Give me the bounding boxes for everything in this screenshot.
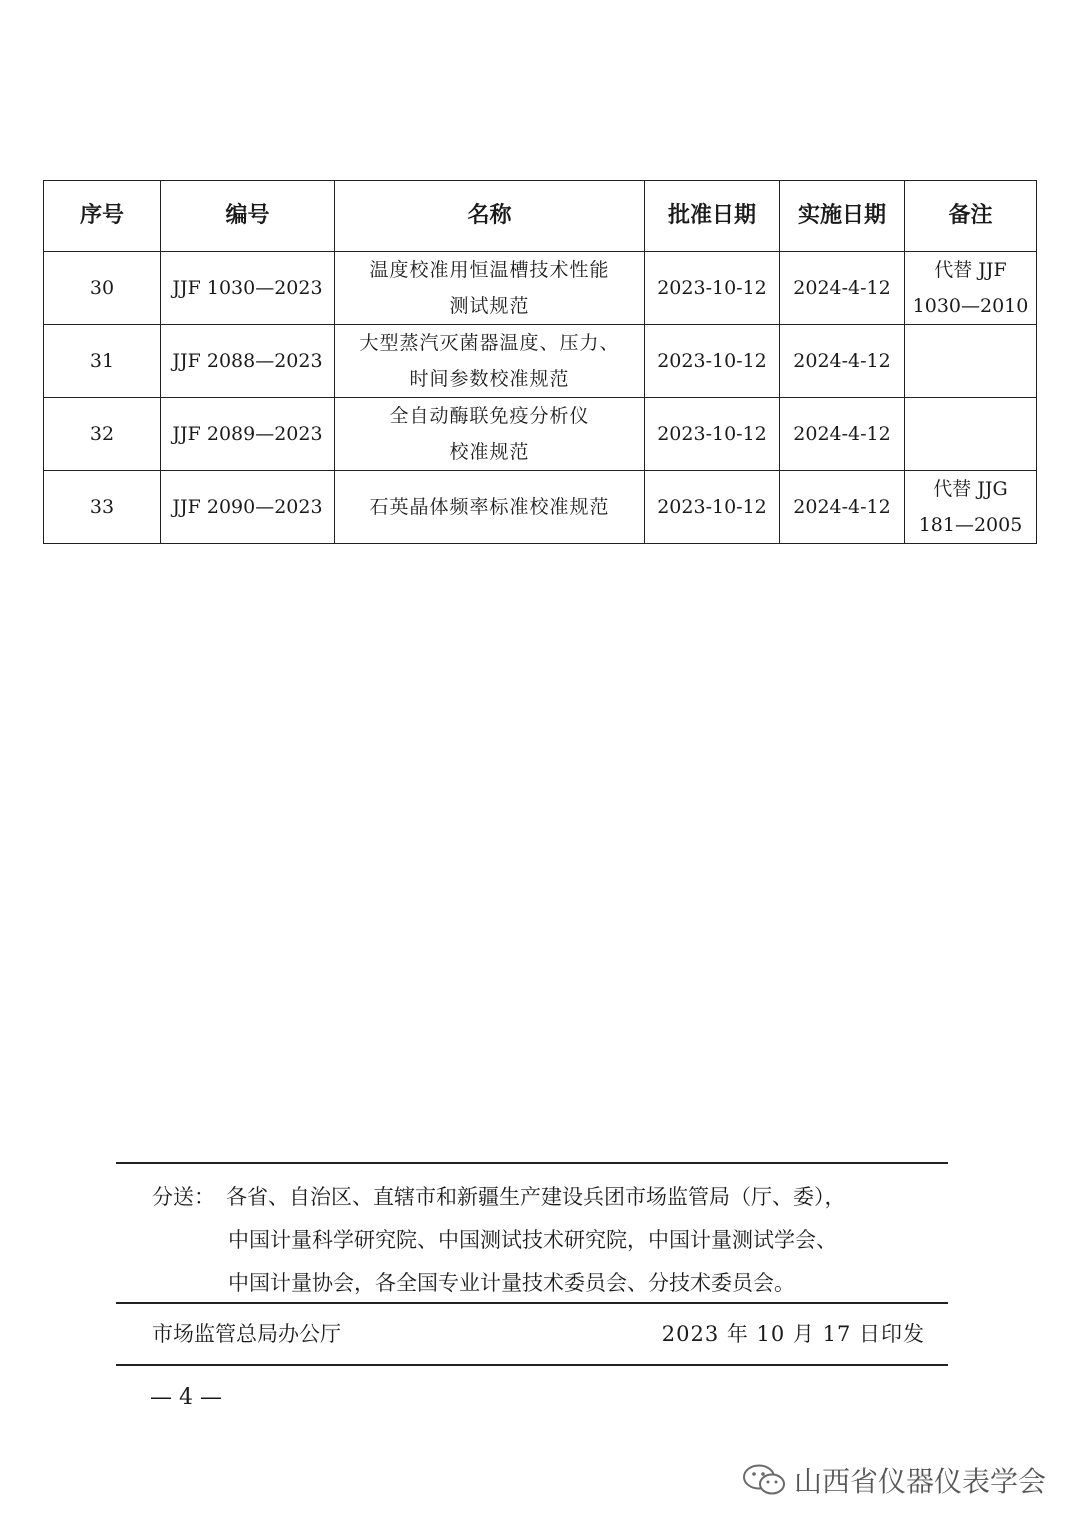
cell-name-line2: 时间参数校准规范 [409, 368, 570, 390]
cell-approved-date: 2023-10-12 [645, 398, 780, 471]
cell-note-line1: 代替 JJF [934, 259, 1007, 281]
header-code: 编号 [161, 181, 335, 252]
cell-effective-date: 2024-4-12 [780, 252, 905, 325]
cell-approved-date: 2023-10-12 [645, 325, 780, 398]
cell-name-line2: 测试规范 [449, 295, 530, 317]
cell-note-line2: 1030—2010 [912, 295, 1029, 317]
distribution-line1 [152, 1176, 846, 1219]
cell-name-line2: 校准规范 [449, 441, 530, 463]
wechat-icon [742, 1463, 786, 1497]
cell-effective-date: 2024-4-12 [780, 471, 905, 544]
cell-seq: 32 [44, 398, 161, 471]
cell-name [335, 325, 645, 398]
distribution-line2: 中国计量科学研究院、中国测试技术研究院，中国计量测试学会、 [228, 1228, 837, 1252]
cell-name-line1: 温度校准用恒温槽技术性能 [369, 259, 610, 281]
distribution-label: 分送： [152, 1185, 215, 1209]
header-seq: 序号 [44, 181, 161, 252]
cell-code: JJF 1030—2023 [161, 252, 335, 325]
standards-table [43, 180, 1037, 544]
watermark [742, 1460, 1046, 1500]
cell-note [905, 471, 1037, 544]
issue-date: 2023 年 10 月 17 日印发 [661, 1322, 925, 1346]
cell-code: JJF 2090—2023 [161, 471, 335, 544]
table-row [44, 252, 1037, 325]
cell-note [905, 325, 1037, 398]
distribution-text-1: 各省、自治区、直辖市和新疆生产建设兵团市场监管局（厅、委）， [226, 1185, 846, 1209]
cell-code: JJF 2088—2023 [161, 325, 335, 398]
cell-name-line1: 石英晶体频率标准校准规范 [369, 496, 610, 518]
header-approved-date: 批准日期 [645, 181, 780, 252]
table-row [44, 325, 1037, 398]
watermark-text: 山西省仪器仪表学会 [793, 1465, 1046, 1498]
distribution-line3: 中国计量协会，各全国专业计量技术委员会、分技术委员会。 [228, 1271, 795, 1295]
table-row [44, 471, 1037, 544]
cell-note [905, 398, 1037, 471]
cell-note-line1: 代替 JJG [933, 478, 1008, 500]
table-header-row [44, 181, 1037, 252]
cell-approved-date: 2023-10-12 [645, 252, 780, 325]
cell-seq: 33 [44, 471, 161, 544]
divider-top [116, 1162, 948, 1164]
cell-name-line1: 全自动酶联免疫分析仪 [389, 405, 590, 427]
cell-note [905, 252, 1037, 325]
issuer: 市场监管总局办公厅 [152, 1322, 341, 1346]
header-effective-date: 实施日期 [780, 181, 905, 252]
cell-seq: 31 [44, 325, 161, 398]
page-number: — 4 — [150, 1385, 222, 1410]
cell-seq: 30 [44, 252, 161, 325]
table-row [44, 398, 1037, 471]
cell-name-line1: 大型蒸汽灭菌器温度、压力、 [359, 332, 620, 354]
cell-effective-date: 2024-4-12 [780, 398, 905, 471]
header-note: 备注 [905, 181, 1037, 252]
cell-effective-date: 2024-4-12 [780, 325, 905, 398]
distribution-block [152, 1176, 846, 1305]
cell-name [335, 471, 645, 544]
divider-bottom [116, 1364, 948, 1366]
cell-name [335, 252, 645, 325]
header-name: 名称 [335, 181, 645, 252]
cell-code: JJF 2089—2023 [161, 398, 335, 471]
cell-approved-date: 2023-10-12 [645, 471, 780, 544]
cell-name [335, 398, 645, 471]
cell-note-line2: 181—2005 [918, 514, 1023, 536]
divider-middle [116, 1302, 948, 1304]
